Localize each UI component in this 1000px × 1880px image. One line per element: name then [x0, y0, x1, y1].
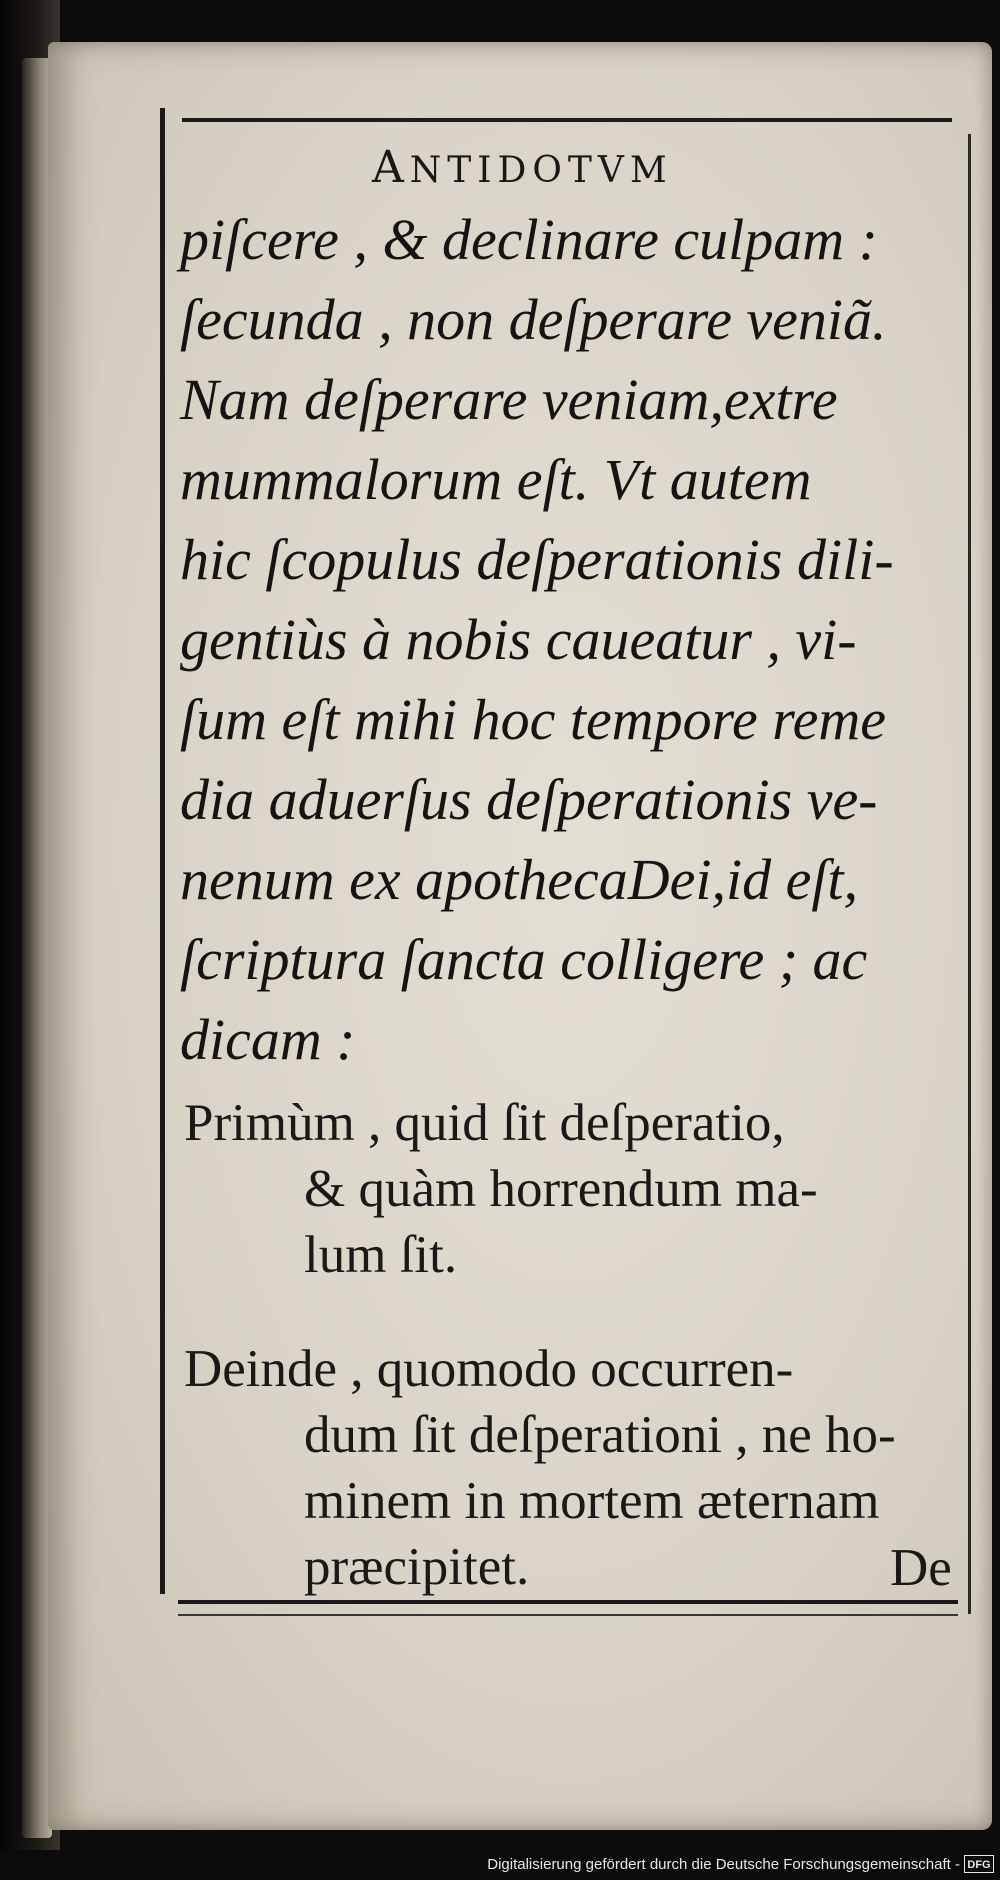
running-head-rest: NTIDOTVM	[409, 150, 673, 191]
text-line: piſcere , & declinare culpam :	[180, 207, 878, 272]
italic-text-block	[180, 200, 970, 1080]
text-line: ſecunda , non deſperare veniã.	[180, 287, 887, 352]
catchword: De	[890, 1539, 952, 1597]
frame-rule-left	[160, 108, 165, 1594]
paragraph-gap	[184, 1288, 964, 1336]
roman-text-block	[184, 1090, 964, 1600]
text-line: dicam :	[180, 1007, 356, 1072]
text-line: nenum ex apothecaDei,id eſt,	[180, 847, 859, 912]
paragraph-line: præcipitet.	[304, 1538, 530, 1596]
running-head-initial: A	[372, 142, 410, 193]
text-line: hic ſcopulus deſperationis dili-	[180, 527, 894, 592]
paragraph-first-line: Primùm , quid ſit deſperatio,	[184, 1094, 785, 1152]
paragraph-first-line: Deinde , quomodo occurren-	[184, 1340, 794, 1398]
text-line: Nam deſperare veniam,extre	[180, 367, 838, 432]
text-line: ſcriptura ſancta colligere ; ac	[180, 927, 868, 992]
text-line: dia aduerſus deſperationis ve-	[180, 767, 878, 832]
frame-rule-top	[182, 118, 952, 122]
paragraph-line: minem in mortem æternam	[304, 1472, 880, 1530]
footer-credit: Digitalisierung gefördert durch die Deutsche Forschungsgemeinschaft -	[487, 1856, 960, 1873]
text-line: gentiùs à nobis caueatur , vi-	[180, 607, 857, 672]
paragraph-line: & quàm horrendum ma-	[304, 1160, 818, 1218]
frame-rule-bottom-inner	[178, 1614, 958, 1616]
text-line: mummalorum eſt. Vt autem	[180, 447, 812, 512]
dfg-logo: DFG	[964, 1855, 994, 1873]
text-line: ſum eſt mihi hoc tempore reme	[180, 687, 887, 752]
paragraph-line: dum ſit deſperationi , ne ho-	[304, 1406, 896, 1464]
paragraph-line: lum ſit.	[304, 1226, 458, 1284]
running-head	[372, 142, 792, 193]
frame-rule-bottom	[178, 1600, 958, 1604]
